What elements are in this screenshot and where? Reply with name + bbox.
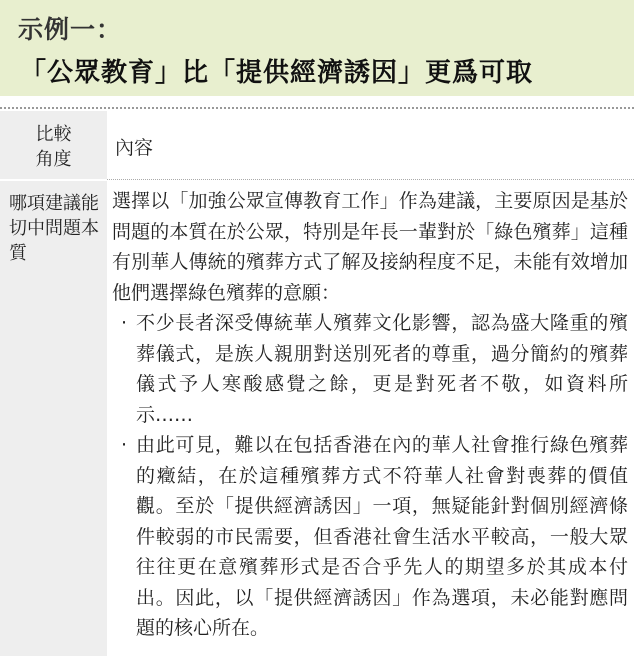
- example-title: 「公眾教育」比「提供經濟誘因」更爲可取: [20, 58, 534, 88]
- list-item: [112, 430, 628, 644]
- row-label-cell: 哪項建議能切中問題本質: [9, 193, 99, 264]
- header-cell-angle: 比較 角度: [35, 124, 72, 170]
- bullet-text: 不少長者深受傳統華人殯葬文化影響，認為盛大隆重的殯葬儀式，是族人親朋對送別死者的尊重，過分簡約的殯葬儀式予人寒酸感覺之餘，更是對死者不敬，如資料所示……: [136, 312, 628, 426]
- table-top-divider: [0, 107, 634, 109]
- bullet-icon: ·: [120, 434, 128, 456]
- example-number: 示例一：: [18, 15, 123, 44]
- list-item: [112, 308, 628, 430]
- header-cell-content: 內容: [115, 137, 154, 159]
- intro-paragraph: 選擇以「加強公眾宣傳教育工作」作為建議，主要原因是基於問題的本質在於公眾，特別是年長一輩對於「綠色殯葬」這種有別華人傳統的殯葬方式了解及接納程度不足，未能有效增加他們選擇綠色殯葬的意願：: [112, 190, 628, 304]
- table-row-divider: [107, 179, 634, 180]
- content-cell: [112, 186, 628, 644]
- example-header: [0, 0, 634, 96]
- bullet-icon: ·: [120, 312, 128, 334]
- bullet-text: 由此可見，難以在包括香港在內的華人社會推行綠色殯葬的癥結，在於這種殯葬方式不符華人社會對喪葬的價值觀。至於「提供經濟誘因」一項，無疑能針對個別經濟條件較弱的市民需要，但香港社會生活水平較高，一般大眾往往更在意殯葬形式是否合乎先人的期望多於其成本付出。因此，以「提供經濟誘因」作為選項，未必能對應問題的核心所在。: [136, 434, 628, 639]
- label-column-divider: [0, 179, 107, 181]
